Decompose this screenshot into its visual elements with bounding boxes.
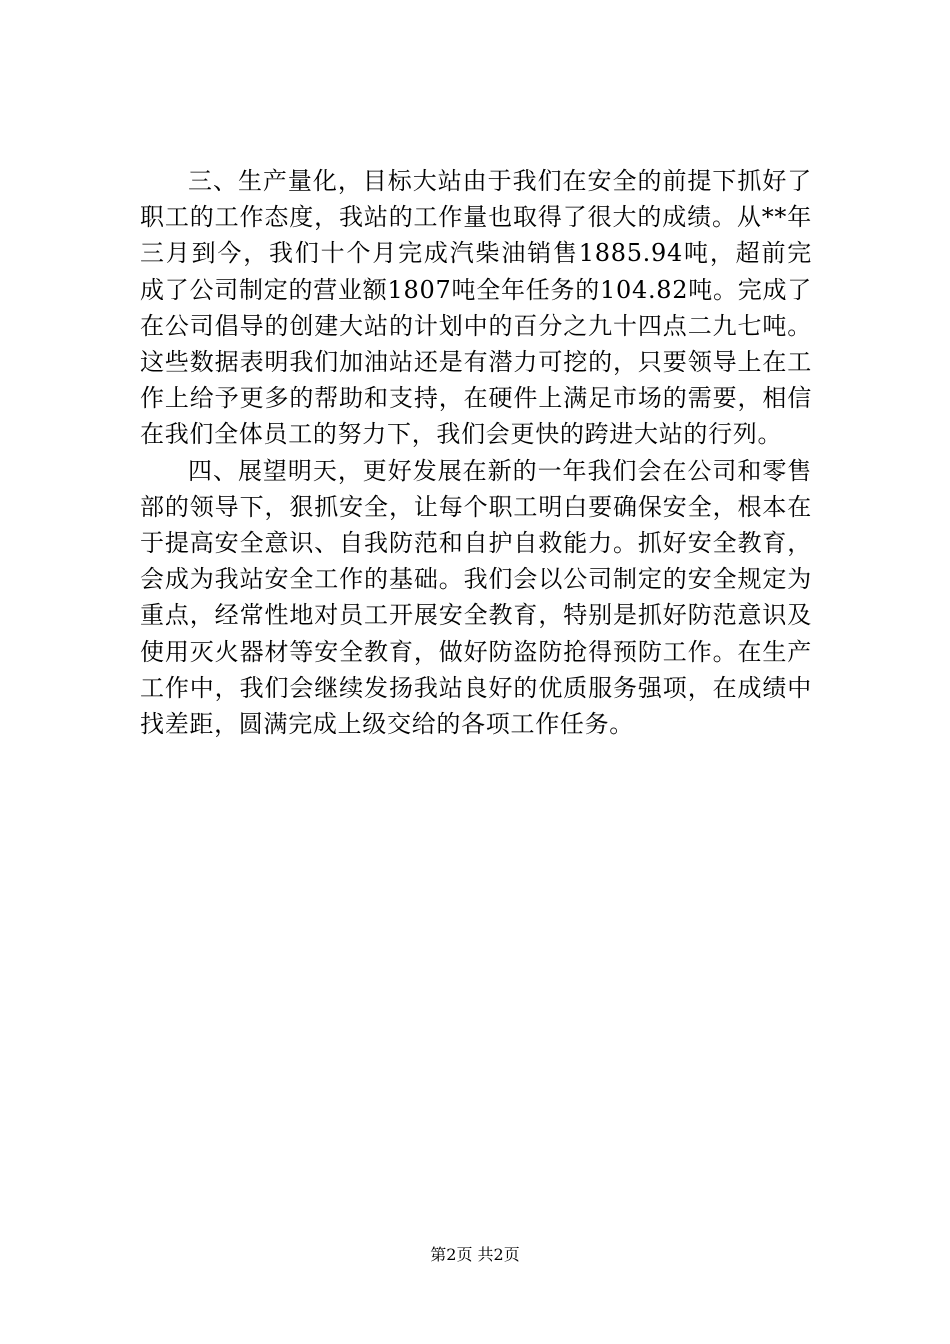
paragraph-outlook: 四、展望明天，更好发展在新的一年我们会在公司和零售部的领导下，狠抓安全，让每个职工明白要确保安全，根本在于提高安全意识、自我防范和自护自救能力。抓好安全教育，会成为我站安全工作的基础。我们会以公司制定的安全规定为重点，经常性地对员工开展安全教育，特别是抓好防范意识及使用灭火器材等安全教育，做好防盗防抢得预防工作。在生产工作中，我们会继续发扬我站良好的优质服务强项，在成绩中找差距，圆满完成上级交给的各项工作任务。 — [140, 456, 812, 739]
document-body — [140, 163, 812, 742]
page-number: 第2页 共2页 — [430, 1245, 520, 1264]
paragraph-production: 三、生产量化，目标大站由于我们在安全的前提下抓好了职工的工作态度，我站的工作量也取得了很大的成绩。从**年三月到今，我们十个月完成汽柴油销售1885.94吨，超前完成了公司制定的营业额1807吨全年任务的104.82吨。完成了在公司倡导的创建大站的计划中的百分之九十四点二九七吨。这些数据表明我们加油站还是有潜力可挖的，只要领导上在工作上给予更多的帮助和支持，在硬件上满足市场的需要，相信在我们全体员工的努力下，我们会更快的跨进大站的行列。 — [140, 167, 812, 449]
page-footer — [0, 1244, 950, 1266]
